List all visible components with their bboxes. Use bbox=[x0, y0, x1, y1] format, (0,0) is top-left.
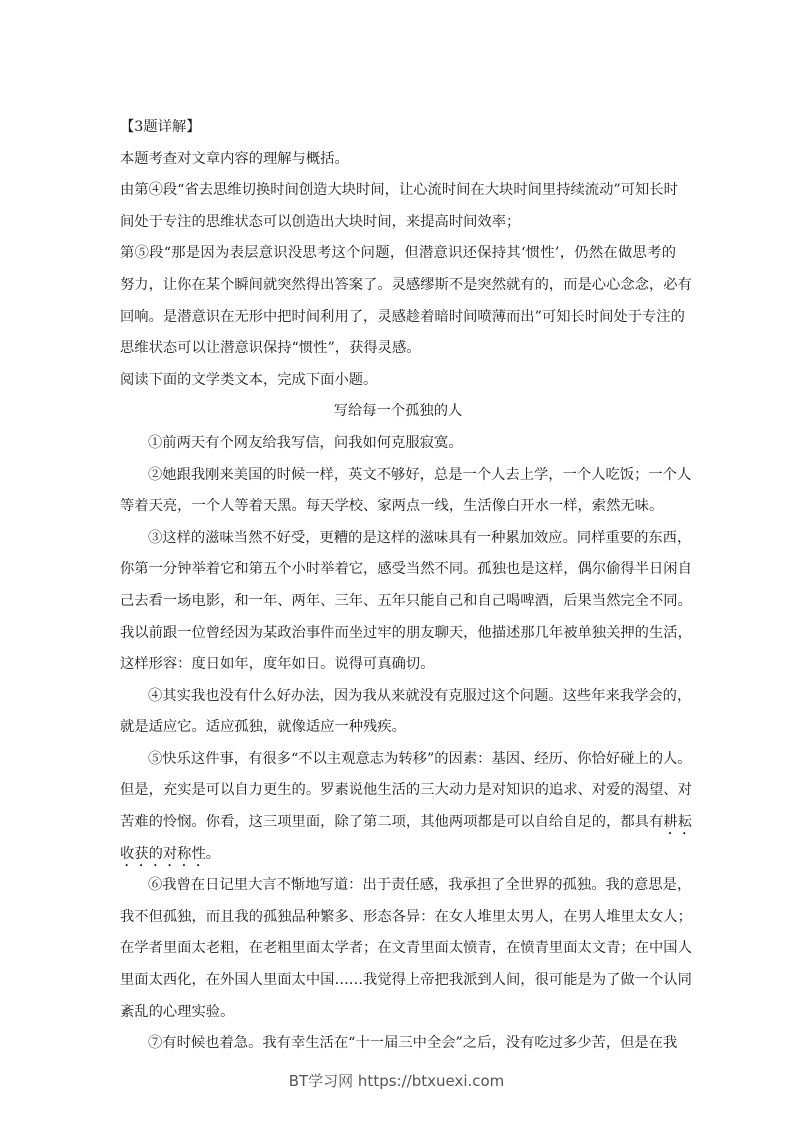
text-line: 思维状态可以让潜意识保持“惯性”，获得灵感。 bbox=[120, 340, 421, 357]
text-line: 本题考查对文章内容的理解与概括。 bbox=[120, 150, 349, 167]
text-line: 间处于专注的思维状态可以创造出大块时间，来提高时间效率； bbox=[120, 213, 521, 230]
text-line: ⑦有时候也着急。我有幸生活在“十一届三中全会”之后，没有吃过多少苦，但是在我 bbox=[148, 1035, 678, 1052]
text-line: 里面太西化，在外国人里面太中国……我觉得上帝把我派到人间，很可能是为了做一个认同 bbox=[120, 972, 692, 989]
text-line: 阅读下面的文学类文本，完成下面小题。 bbox=[120, 371, 378, 388]
text-line: 在学者里面太老粗，在老粗里面太学者；在文青里面太愤青，在愤青里面太文青；在中国人 bbox=[120, 940, 692, 957]
text-line bbox=[120, 811, 692, 843]
text-line: 回响。是潜意识在无形中把时间利用了，灵感趁着暗时间喷薄而出”可知长时间处于专注的 bbox=[120, 308, 685, 325]
text-line bbox=[120, 843, 676, 875]
text-line: 由第④段“省去思维切换时间创造大块时间，让心流时间在大块时间里持续流动”可知长时 bbox=[120, 182, 678, 199]
footer-watermark: BT学习网 https://btxuexi.com bbox=[288, 1072, 505, 1090]
document-body bbox=[120, 116, 692, 1064]
text-line: 你第一分钟举着它和第五个小时举着它，感受当然不同。孤独也是这样，偶尔偷得半日闲自 bbox=[120, 561, 692, 578]
article-title: 写给每一个孤独的人 bbox=[333, 403, 463, 420]
text-line: 我不但孤独，而且我的孤独品种繁多、形态各异：在女人堆里太男人，在男人堆里太女人； bbox=[120, 908, 692, 925]
text-segment: 。 bbox=[205, 845, 221, 862]
text-line: 这样形容：度日如年，度年如日。说得可真确切。 bbox=[120, 656, 435, 673]
text-line: ①前两天有个网友给我写信，问我如何克服寂寞。 bbox=[148, 434, 463, 451]
text-line: 就是适应它。适应孤独，就像适应一种残疾。 bbox=[120, 719, 406, 736]
emphasized-text: 耕耘 bbox=[663, 814, 692, 831]
text-line: 我以前跟一位曾经因为某政治事件而坐过牢的朋友聊天，他描述那几年被单独关押的生活， bbox=[120, 624, 692, 641]
text-line: 第⑤段“那是因为表层意识没思考这个问题，但潜意识还保持其‘惯性’，仍然在做思考的 bbox=[120, 245, 676, 262]
text-line: 己去看一场电影，和一年、两年、三年、五年只能自己和自己喝啤酒，后果当然完全不同。 bbox=[120, 592, 692, 609]
text-line: ④其实我也没有什么好办法，因为我从来就没有克服过这个问题。这些年来我学会的， bbox=[148, 687, 692, 704]
text-line: ③这样的滋味当然不好受，更糟的是这样的滋味具有一种累加效应。同样重要的东西， bbox=[148, 529, 692, 546]
emphasized-text: 收获的对称性 bbox=[120, 845, 206, 862]
text-line: 但是，充实是可以自力更生的。罗素说他生活的三大动力是对知识的追求、对爱的渴望、对 bbox=[120, 782, 692, 799]
text-line: ②她跟我刚来美国的时候一样，英文不够好，总是一个人去上学，一个人吃饭；一个人 bbox=[148, 466, 692, 483]
text-line: ⑤快乐这件事，有很多“不以主观意志为转移”的因素：基因、经历、你恰好碰上的人。 bbox=[148, 750, 692, 767]
text-line: 紊乱的心理实验。 bbox=[120, 1003, 235, 1020]
text-line: 等着天亮，一个人等着天黑。每天学校、家两点一线，生活像白开水一样，索然无味。 bbox=[120, 498, 664, 515]
text-segment: 苦难的怜悯。你看，这三项里面，除了第二项，其他两项都是可以自给自足的，都具有 bbox=[120, 814, 664, 831]
text-line: 努力，让你在某个瞬间就突然得出答案了。灵感缪斯不是突然就有的，而是心心念念，必有 bbox=[120, 276, 692, 293]
text-line: 【3题详解】 bbox=[120, 119, 201, 135]
text-line: ⑥我曾在日记里大言不惭地写道：出于责任感，我承担了全世界的孤独。我的意思是， bbox=[148, 877, 692, 894]
